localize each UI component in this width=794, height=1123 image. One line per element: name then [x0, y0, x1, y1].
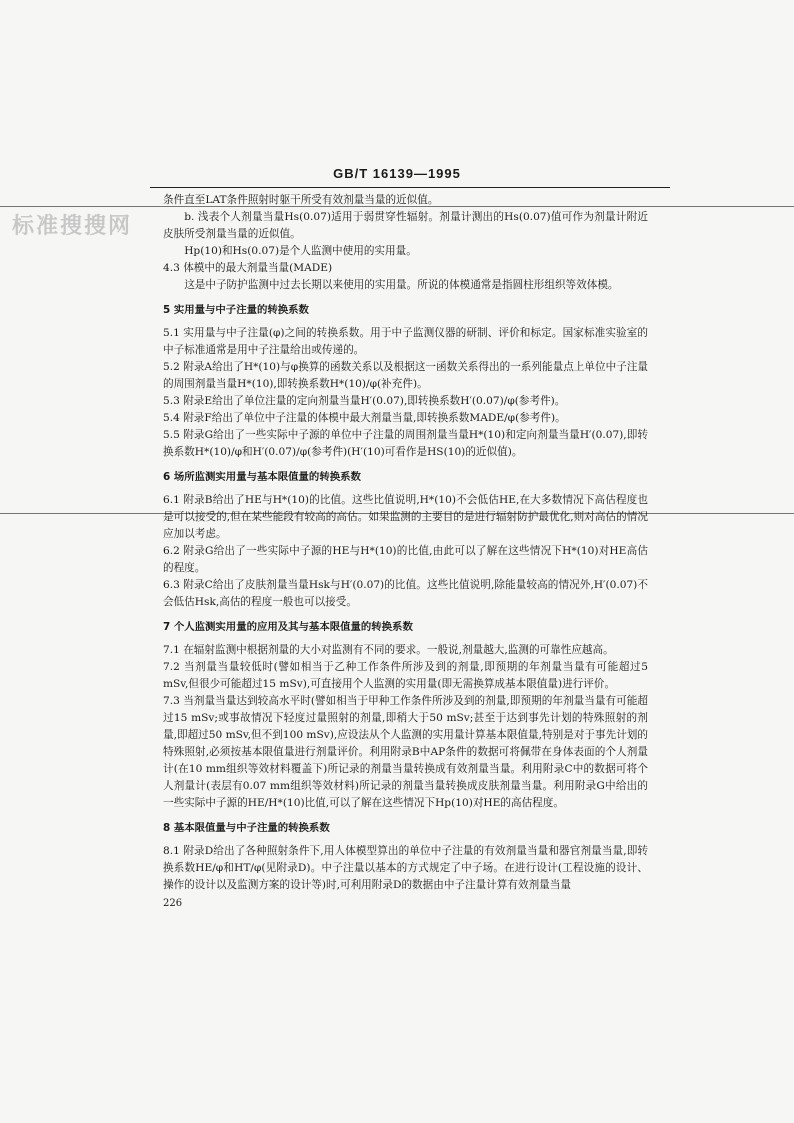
paragraph: 这是中子防护监测中过去长期以来使用的实用量。所说的体模通常是指圆柱形组织等效体模。 — [184, 279, 619, 291]
paragraph: 6.3 附录C给出了皮肤剂量当量Hsk与H′(0.07)的比值。这些比值说明,除能量较高的情况外,H′(0.07)不会低估Hsk,高估的程度一般也可以接受。 — [163, 579, 648, 608]
paragraph: 6.1 附录B给出了HE与H*(10)的比值。这些比值说明,H*(10)不会低估HE,在大多数情况下高估程度也是可以接受的,但在某些能段有较高的高估。如果监测的主要目的是进行辐射防护最优化,则对高估的情况应加以考虑。 — [163, 494, 648, 540]
section-heading: 5 实用量与中子注量的转换系数 — [163, 304, 309, 316]
paragraph: 7.3 当剂量当量达到较高水平时(譬如相当于甲种工作条件所涉及到的剂量,即预期的年剂量当量有可能超过15 mSv;或事故情况下轻度过量照射的剂量,即稍大于50 mSv;甚至于达到事先计划的特殊照射的剂量,即超过50 mSv,但不到100 mSv),应设法从个人监测的实用量计算基本限值量,特别是对于事先计划的特殊照射,必须按基本限值量进行剂量评价。利用附录B中AP条件的数据可将佩带在身体表面的个人剂量计(在10 mm组织等效材料覆盖下)所记录的剂量当量转换成有效剂量当量。利用附录C中的数据可将个人剂量计(表层有0.07 mm组织等效材料)所记录的剂量当量转换成皮肤剂量当量。利用附录G中给出的一些实际中子源的HE/H*(10)比值,可以了解在这些情况下Hp(10)对HE的高估程度。 — [163, 695, 648, 809]
paragraph: 5.2 附录A给出了H*(10)与φ换算的函数关系以及根据这一函数关系得出的一系列能量点上单位中子注量的周围剂量当量H*(10),即转换系数H*(10)/φ(补充件)。 — [163, 361, 648, 390]
subsection-title: 4.3 体模中的最大剂量当量(MADE) — [163, 262, 333, 274]
paragraph: 6.2 附录G给出了一些实际中子源的HE与H*(10)的比值,由此可以了解在这些情况下H*(10)对HE高估的程度。 — [163, 545, 648, 574]
paragraph: 5.4 附录F给出了单位中子注量的体模中最大剂量当量,即转换系数MADE/φ(参考件)。 — [163, 412, 566, 424]
page-number: 226 — [163, 898, 183, 909]
watermark: 标准搜搜网 — [12, 214, 133, 239]
paragraph: 5.5 附录G给出了一些实际中子源的单位中子注量的周围剂量当量H*(10)和定向剂量当量H′(0.07),即转换系数H*(10)/φ和H′(0.07)/φ(参考件)(H′(10)可看作是HS(10)的近似值)。 — [163, 429, 648, 458]
paragraph: Hp(10)和Hs(0.07)是个人监测中使用的实用量。 — [184, 245, 417, 257]
paragraph: 8.1 附录D给出了各种照射条件下,用人体模型算出的单位中子注量的有效剂量当量和器官剂量当量,即转换系数HE/φ和HT/φ(见附录D)。中子注量以基本的方式规定了中子场。在进行设计(工程设施的设计、操作的设计以及监测方案的设计等)时,可利用附录D的数据由中子注量计算有效剂量当量 — [163, 845, 648, 891]
section-heading: 7 个人监测实用量的应用及其与基本限值量的转换系数 — [163, 621, 413, 633]
paragraph: 7.1 在辐射监测中根据剂量的大小对监测有不同的要求。一般说,剂量越大,监测的可靠性应越高。 — [163, 644, 614, 656]
body-text — [163, 192, 648, 894]
section-heading: 8 基本限值量与中子注量的转换系数 — [163, 822, 330, 834]
paragraph: 条件直至LAT条件照射时躯干所受有效剂量当量的近似值。 — [163, 194, 439, 206]
paragraph: 5.1 实用量与中子注量(φ)之间的转换系数。用于中子监测仪器的研制、评价和标定。国家标准实验室的中子标准通常是用中子注量给出或传递的。 — [163, 327, 648, 356]
section-heading: 6 场所监测实用量与基本限值量的转换系数 — [163, 471, 361, 483]
page-header: GB/T 16139—1995 — [333, 166, 461, 181]
paragraph: 5.3 附录E给出了单位注量的定向剂量当量H′(0.07),即转换系数H′(0.07)/φ(参考件)。 — [163, 395, 566, 407]
paragraph: 7.2 当剂量当量较低时(譬如相当于乙种工作条件所涉及到的剂量,即预期的年剂量当量有可能超过5 mSv,但很少可能超过15 mSv),可直接用个人监测的实用量(即无需换算成基本限值量)进行评价。 — [163, 661, 648, 690]
header-rule — [150, 187, 670, 188]
paragraph: b. 浅表个人剂量当量Hs(0.07)适用于弱贯穿性辐射。剂量计测出的Hs(0.07)值可作为剂量计附近皮肤所受剂量当量的近似值。 — [163, 211, 648, 240]
